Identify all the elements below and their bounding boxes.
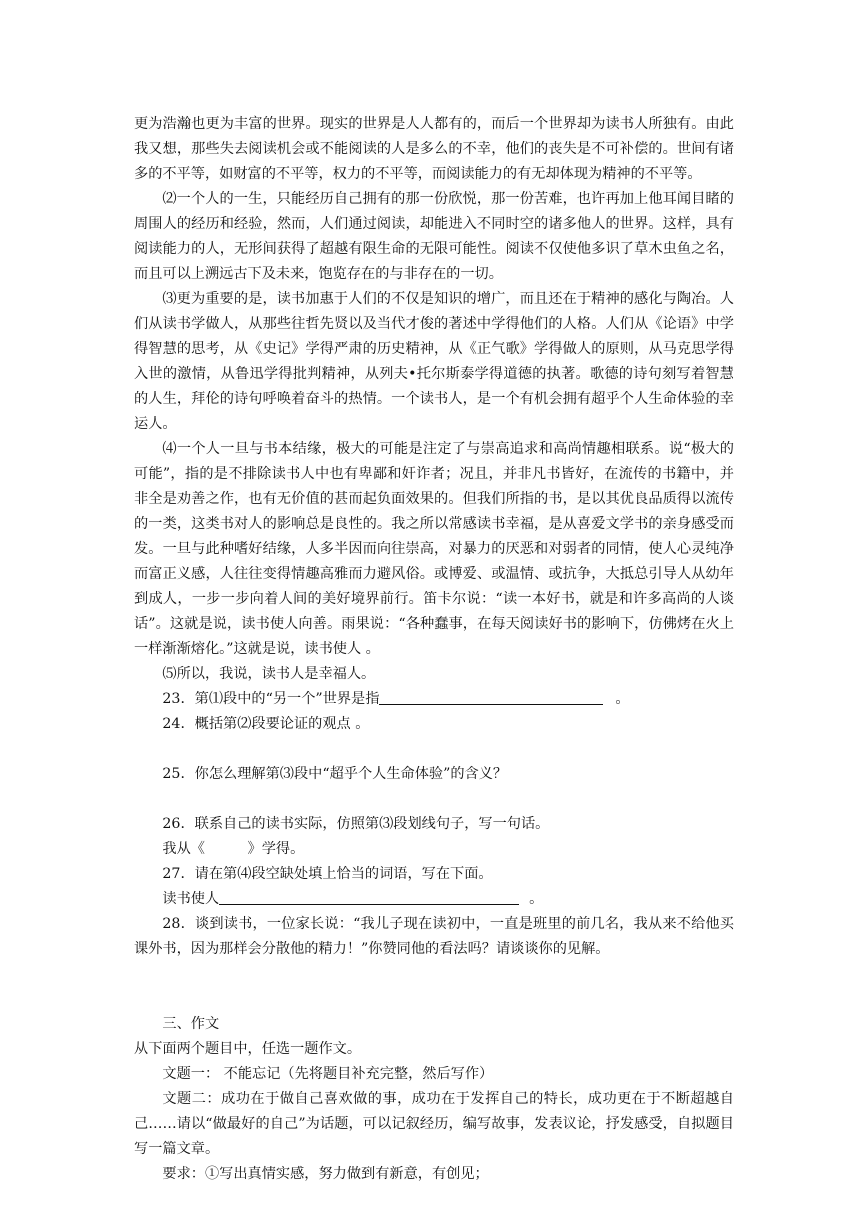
question-28: 28．谈到读书，一位家长说：“我儿子现在读初中，一直是班里的前几名，我从来不给他买课外书，因为那样会分散他的精力！”你赞同他的看法吗？请谈谈你的见解。 (134, 916, 734, 957)
essay-heading: 三、作文 (162, 1016, 220, 1032)
essay-topic-2: 文题二：成功在于做自己喜欢做的事，成功在于发挥自己的特长，成功更在于不断超越自己……请以“做最好的自己”为话题，可以记叙经历，编写故事，发表议论，抒发感受，自拟题目写一篇文章。 (134, 1091, 734, 1157)
question-26: 26．联系自己的读书实际，仿照第⑶段划线句子，写一句话。 (162, 816, 550, 832)
essay-requirements: 要求：①写出真情实感，努力做到有新意，有创见； (162, 1166, 489, 1182)
section-gap (134, 962, 734, 1012)
question-23 (134, 687, 734, 712)
question-23-text: 23．第⑴段中的“另一个”世界是指 (162, 691, 380, 707)
answer-blank-27[interactable] (219, 888, 519, 905)
question-26-fill: 我从《 》学得。 (162, 841, 305, 857)
question-27: 27．请在第⑷段空缺处填上恰当的词语，写在下面。 (162, 866, 493, 882)
question-27-prefix: 读书使人 (162, 891, 220, 907)
answer-blank-23[interactable] (379, 688, 603, 705)
question-23-end: 。 (615, 691, 630, 707)
paragraph-4: ⑷一个人一旦与书本结缘，极大的可能是注定了与崇高追求和高尚情趣相联系。说“极大的可能”，指的是不排除读书人中也有卑鄙和奸诈者；况且，并非凡书皆好，在流传的书籍中，并非全是劝善之作，也有无价值的甚而起负面效果的。但我们所指的书，是以其优良品质得以流传的一类，这类书对人的影响总是良性的。我之所以常感读书幸福，是从喜爱文学书的亲身感受而发。一旦与此种嗜好结缘，人多半因而向往崇高，对暴力的厌恶和对弱者的同情，使人心灵纯净而富正义感，人往往变得情趣高雅而力避风俗。或博爱、或温情、或抗争，大抵总引导人从幼年到成人，一步一步向着人间的美好境界前行。笛卡尔说：“读一本好书，就是和许多高尚的人谈话”。这就是说，读书使人向善。雨果说：“各种蠢事，在每天阅读好书的影响下，仿佛烤在火上一样渐渐熔化。”这就是说，读书使人 。 (134, 441, 734, 657)
essay-intro: 从下面两个题目中，任选一题作文。 (134, 1041, 362, 1057)
answer-space-24 (134, 737, 734, 762)
exam-page (134, 112, 734, 1187)
essay-topic-1: 文题一： 不能忘记（先将题目补充完整，然后写作） (162, 1066, 494, 1082)
paragraph-3: ⑶更为重要的是，读书加惠于人们的不仅是知识的增广，而且还在于精神的感化与陶冶。人们从读书学做人，从那些往哲先贤以及当代才俊的著述中学得他们的人格。人们从《论语》中学得智慧的思考，从《史记》学得严肃的历史精神，从《正气歌》学得做人的原则，从马克思学得入世的激情，从鲁迅学得批判精神，从列夫•托尔斯泰学得道德的执著。歌德的诗句刻写着智慧的人生，拜伦的诗句呼唤着奋斗的热情。一个读书人，是一个有机会拥有超乎个人生命体验的幸运人。 (134, 291, 734, 432)
paragraph-1-continued: 更为浩瀚也更为丰富的世界。现实的世界是人人都有的，而后一个世界却为读书人所独有。由此我又想，那些失去阅读机会或不能阅读的人是多么的不幸，他们的丧失是不可补偿的。世间有诸多的不平等，如财富的不平等，权力的不平等，而阅读能力的有无却体现为精神的不平等。 (134, 116, 734, 182)
question-27-answer-line (134, 887, 734, 912)
question-27-end: 。 (529, 891, 544, 907)
paragraph-2: ⑵一个人的一生，只能经历自己拥有的那一份欣悦，那一份苦难，也许再加上他耳闻目睹的周围人的经历和经验，然而，人们通过阅读，却能进入不同时空的诸多他人的世界。这样，具有阅读能力的人，无形间获得了超越有限生命的无限可能性。阅读不仅使他多识了草木虫鱼之名，而且可以上溯远古下及未来，饱览存在的与非存在的一切。 (134, 191, 734, 282)
answer-space-25 (134, 787, 734, 812)
question-25: 25．你怎么理解第⑶段中“超乎个人生命体验”的含义？ (162, 766, 508, 782)
question-24: 24．概括第⑵段要论证的观点 。 (162, 716, 370, 732)
paragraph-5: ⑸所以，我说，读书人是幸福人。 (162, 666, 376, 682)
